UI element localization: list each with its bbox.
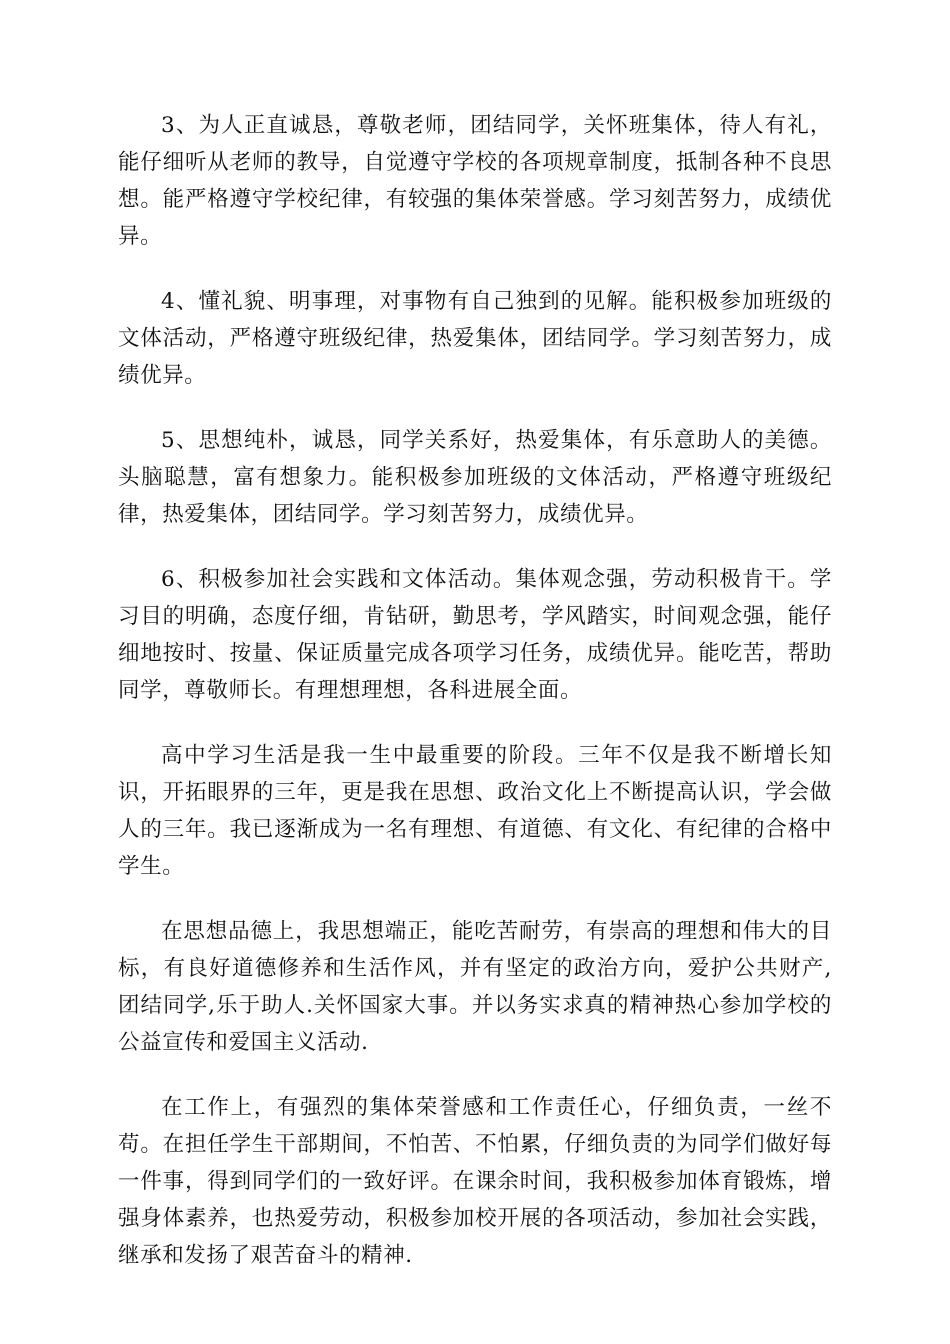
paragraph-moral-character: 在思想品德上，我思想端正，能吃苦耐劳，有崇高的理想和伟大的目标，有良好道德修养和生活作风，并有坚定的政治方向，爱护公共财产,团结同学,乐于助人.关怀国家大事。并以务实求真的精神热心参加学校的公益宣传和爱国主义活动. <box>118 919 832 1055</box>
paragraph-high-school-life: 高中学习生活是我一生中最重要的阶段。三年不仅是我不断增长知识，开拓眼界的三年，更是我在思想、政治文化上不断提高认识，学会做人的三年。我已逐渐成为一名有理想、有道德、有文化、有纪律的合格中学生。 <box>118 743 832 879</box>
paragraph-item-5: 5、思想纯朴，诚恳，同学关系好，热爱集体，有乐意助人的美德。头脑聪慧，富有想象力。能积极参加班级的文体活动，严格遵守班级纪律，热爱集体，团结同学。学习刻苦努力，成绩优异。 <box>118 428 832 527</box>
paragraph-item-4: 4、懂礼貌、明事理，对事物有自己独到的见解。能积极参加班级的文体活动，严格遵守班级纪律，热爱集体，团结同学。学习刻苦努力，成绩优异。 <box>118 289 832 388</box>
paragraph-item-3: 3、为人正直诚恳，尊敬老师，团结同学，关怀班集体，待人有礼，能仔细听从老师的教导，自觉遵守学校的各项规章制度，抵制各种不良思想。能严格遵守学校纪律，有较强的集体荣誉感。学习刻苦努力，成绩优异。 <box>118 113 832 249</box>
paragraph-item-6: 6、积极参加社会实践和文体活动。集体观念强，劳动积极肯干。学习目的明确，态度仔细，肯钻研，勤思考，学风踏实，时间观念强，能仔细地按时、按量、保证质量完成各项学习任务，成绩优异。能吃苦，帮助同学，尊敬师长。有理想理想，各科进展全面。 <box>118 567 832 703</box>
paragraph-work: 在工作上，有强烈的集体荣誉感和工作责任心，仔细负责，一丝不苟。在担任学生干部期间，不怕苦、不怕累，仔细负责的为同学们做好每一件事，得到同学们的一致好评。在课余时间，我积极参加体育锻炼，增强身体素养，也热爱劳动，积极参加校开展的各项活动，参加社会实践，继承和发扬了艰苦奋斗的精神. <box>118 1095 832 1268</box>
